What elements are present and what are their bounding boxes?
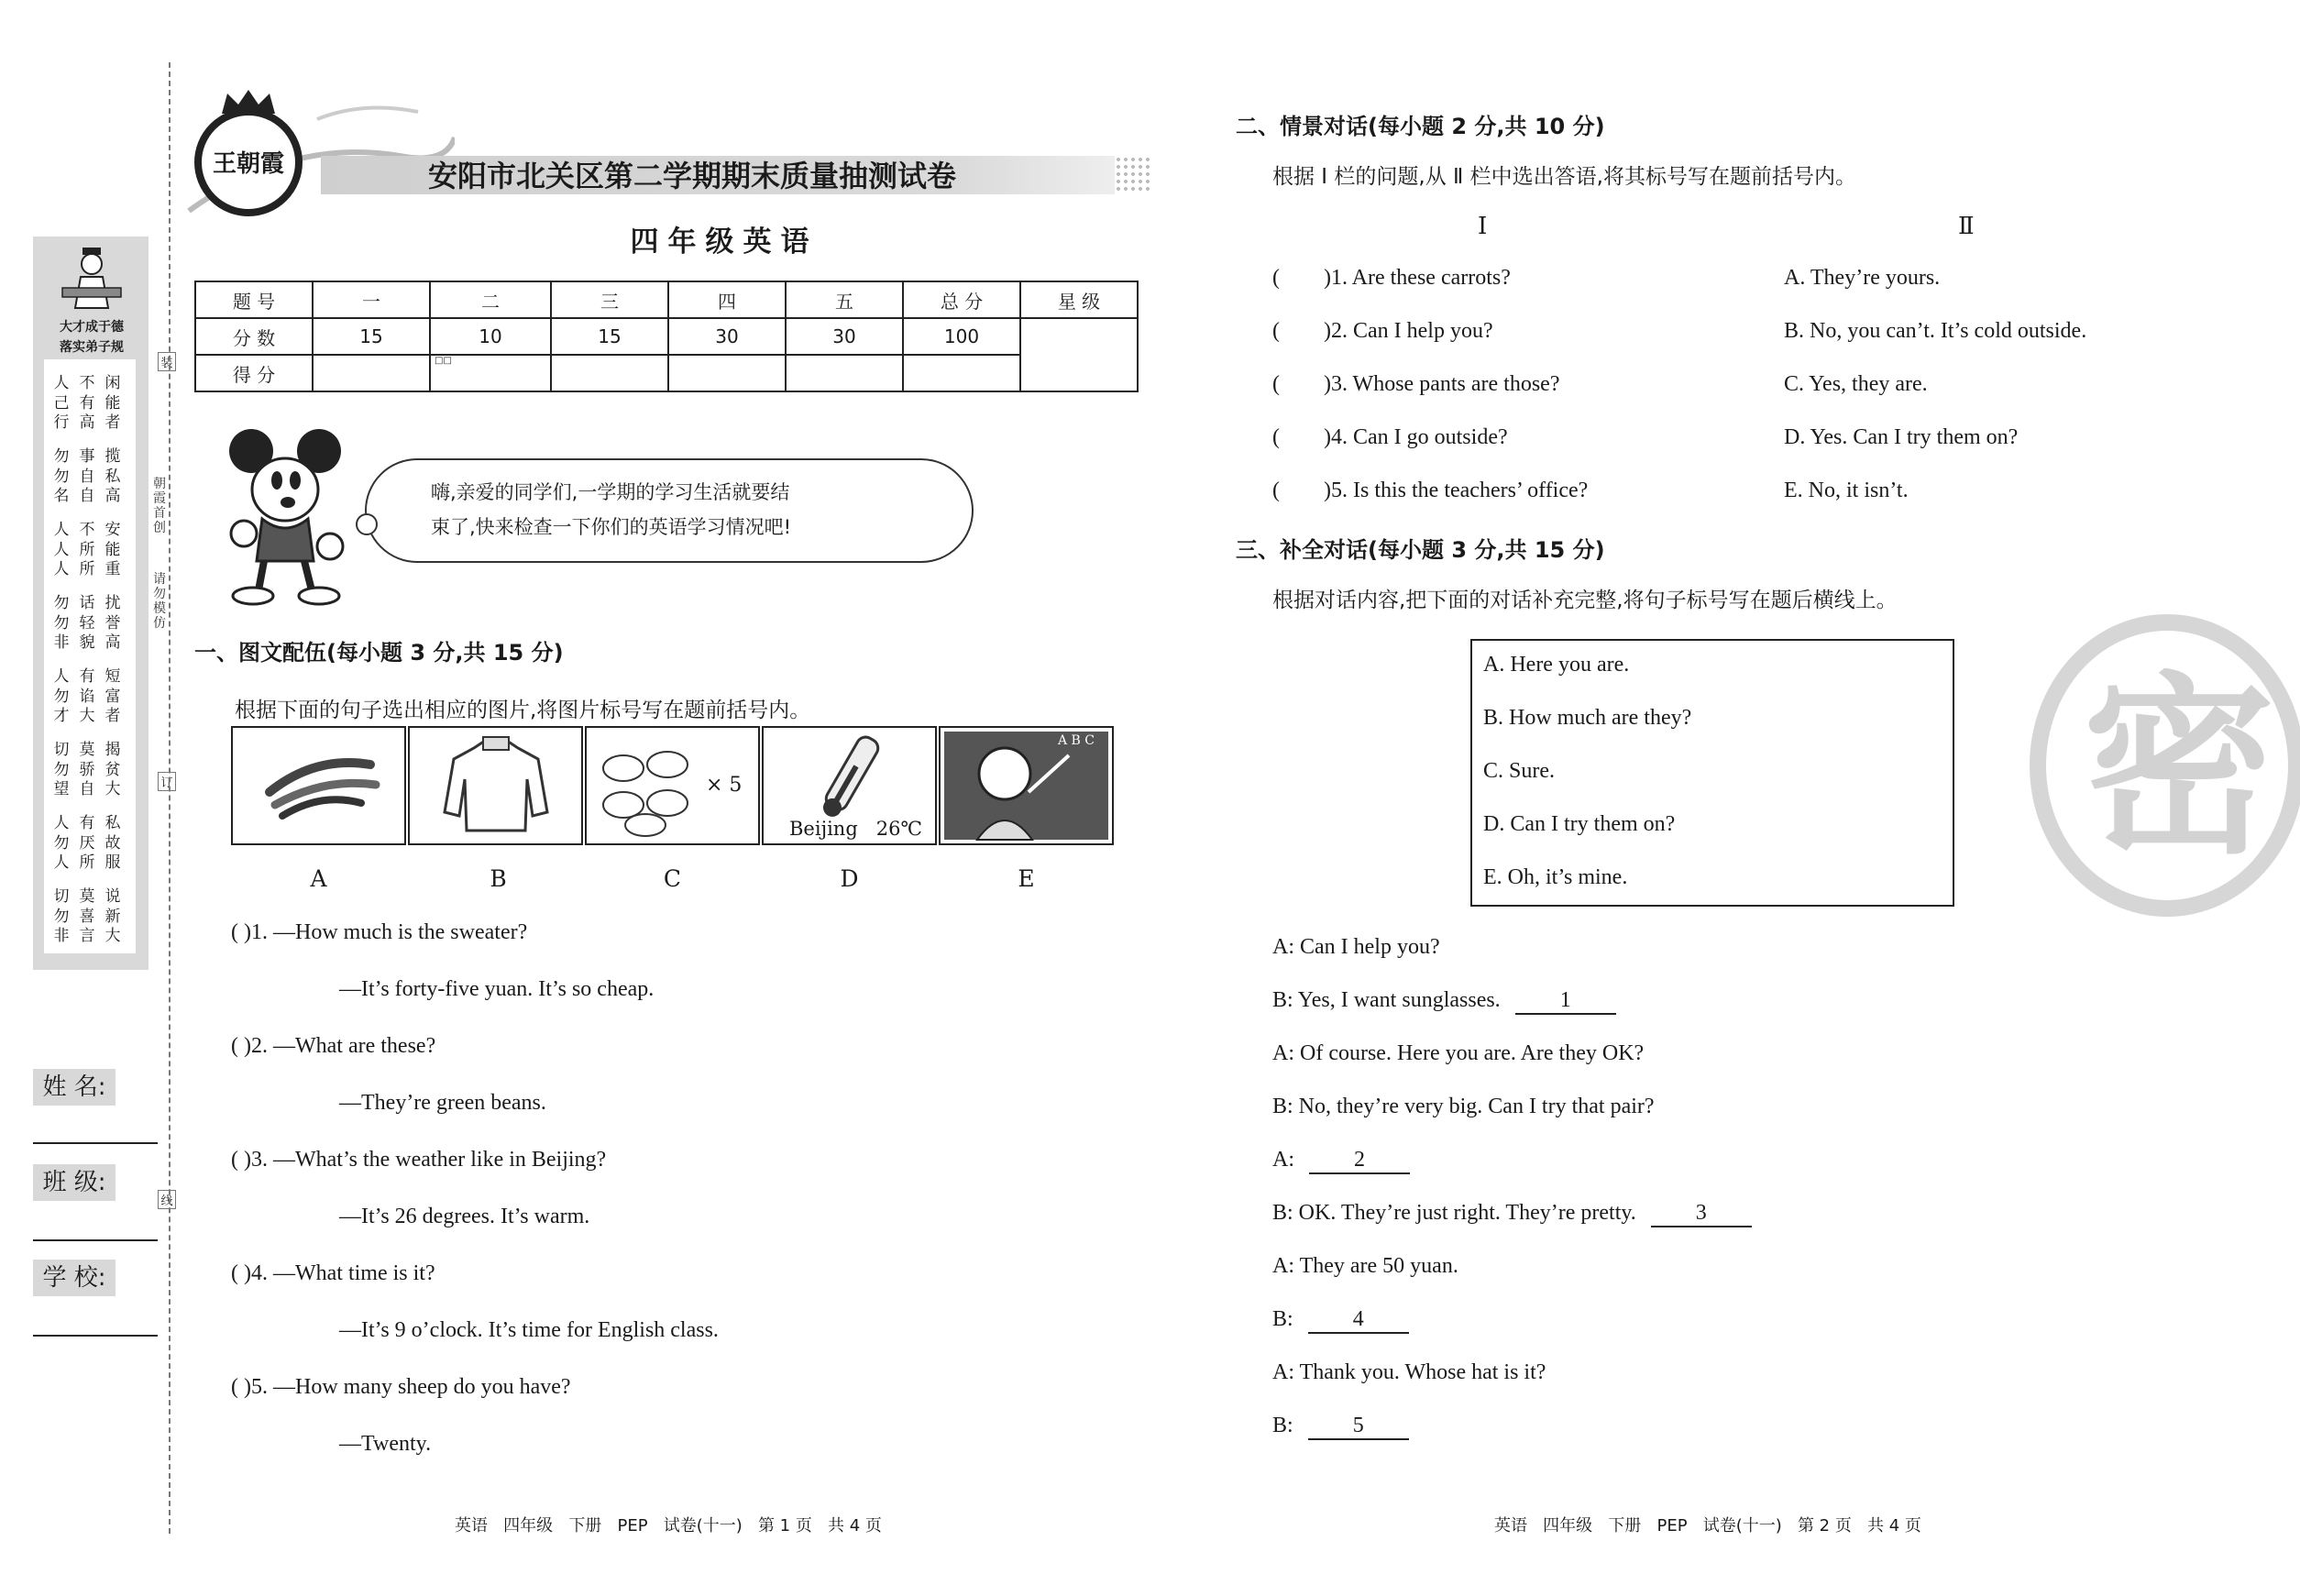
answer-blank[interactable]: 5 (1308, 1414, 1409, 1440)
motto-column: 闲 能 者 (105, 374, 121, 432)
answer-blank[interactable]: 2 (1309, 1148, 1410, 1174)
s1-a2: —They’re green beans. (339, 1091, 546, 1115)
motto-column: 人 勿 才 (53, 667, 70, 725)
name-label: 姓 名: (33, 1069, 116, 1106)
score-input-cell[interactable] (551, 355, 668, 391)
s1-a5: —Twenty. (339, 1432, 432, 1456)
column-header-2: Ⅱ (1958, 213, 1975, 239)
score-input-cell[interactable] (313, 355, 430, 391)
dialogue-text: B: (1272, 1307, 1293, 1331)
binding-mark-xian: 线 (158, 1190, 176, 1209)
score-input-cell[interactable] (903, 355, 1020, 391)
weather-caption: Beijing 26℃ (789, 818, 923, 840)
dialogue-line (1272, 1148, 1410, 1174)
picture-a-green-beans (231, 726, 406, 845)
dialogue-line (1272, 935, 1440, 960)
dialogue-line (1272, 988, 1616, 1015)
score-input-cell[interactable] (786, 355, 903, 391)
score-cell: 15 (551, 318, 668, 355)
motto-column: 事 自 自 (79, 447, 95, 505)
option-e: E. Oh, it’s mine. (1483, 865, 1628, 889)
footer-left: 英语 四年级 下册 PEP 试卷(十一) 第 1 页 共 4 页 (455, 1516, 882, 1535)
section3-instruction: 根据对话内容,把下面的对话补充完整,将句子标号写在题后横线上。 (1272, 589, 1898, 612)
motto-column: 切 勿 非 (53, 887, 70, 945)
title-dots (1115, 156, 1153, 194)
picture-e-teacher (939, 726, 1114, 845)
bubble-tail (356, 513, 378, 535)
s2-answer-d: D. Yes. Can I try them on? (1784, 425, 2019, 449)
binding-dashed-line (169, 62, 171, 1534)
dialogue-line (1272, 1254, 1458, 1279)
picture-label-b: B (490, 865, 507, 892)
motto-column: 人 勿 人 (53, 814, 70, 872)
motto-column: 人 己 行 (53, 374, 70, 432)
option-c: C. Sure. (1483, 759, 1555, 783)
s1-a4: —It’s 9 o’clock. It’s time for English class. (339, 1318, 719, 1342)
vertical-note-1: 朝霞首创 (153, 477, 166, 535)
motto-column: 安 能 重 (105, 521, 121, 578)
motto-column: 勿 勿 非 (53, 594, 70, 652)
school-field[interactable] (33, 1335, 158, 1337)
dialogue-text: A: (1272, 1148, 1294, 1172)
motto-column: 有 厌 所 (79, 814, 95, 872)
motto-column: 不 所 所 (79, 521, 95, 578)
score-row-points (195, 318, 1138, 355)
score-cell: 题 号 (195, 281, 313, 318)
dialogue-line (1272, 1095, 1655, 1119)
s2-q2[interactable]: ( )2. Can I help you? (1272, 319, 1493, 343)
s1-q5[interactable]: ( )5. —How many sheep do you have? (231, 1375, 571, 1399)
s1-q2[interactable]: ( )2. —What are these? (231, 1034, 436, 1058)
confidential-watermark: 密 (2030, 614, 2300, 917)
class-field[interactable] (33, 1239, 158, 1241)
s2-answer-a: A. They’re yours. (1784, 266, 1941, 290)
motto-column: 莫 骄 自 (79, 741, 95, 798)
score-cell: 15 (313, 318, 430, 355)
section1-heading: 一、图文配伍(每小题 3 分,共 15 分) (194, 640, 564, 666)
dialogue-text: A: Thank you. Whose hat is it? (1272, 1360, 1546, 1384)
s1-a3: —It’s 26 degrees. It’s warm. (339, 1205, 590, 1228)
star-rating-cell[interactable] (1020, 318, 1138, 391)
s1-q3[interactable]: ( )3. —What’s the weather like in Beijing? (231, 1148, 607, 1172)
motto-column: 莫 喜 言 (79, 887, 95, 945)
binding-mark-zhuang: 装 (158, 352, 176, 371)
exam-title: 安阳市北关区第二学期期末质量抽测试卷 (427, 159, 956, 193)
section3-heading: 三、补全对话(每小题 3 分,共 15 分) (1236, 537, 1605, 563)
exam-subtitle: 四年级英语 (630, 226, 819, 259)
logo-text: 王朝霞 (212, 150, 284, 178)
picture-b-sweater (408, 726, 583, 845)
picture-label-c: C (663, 865, 682, 892)
motto-column: 有 谄 大 (79, 667, 95, 725)
answer-blank[interactable]: 3 (1651, 1201, 1752, 1227)
score-cell: 五 (786, 281, 903, 318)
blackboard-letters: A B C (1058, 733, 1095, 748)
picture-label-e: E (1018, 865, 1035, 892)
s2-q5[interactable]: ( )5. Is this the teachers’ office? (1272, 479, 1589, 502)
dialogue-text: A: They are 50 yuan. (1272, 1254, 1458, 1278)
dialogue-line (1272, 1414, 1409, 1440)
option-d: D. Can I try them on? (1483, 812, 1676, 836)
dialogue-text: A: Of course. Here you are. Are they OK? (1272, 1041, 1645, 1065)
sheep-count-caption: × 5 (706, 774, 743, 797)
score-cell: 三 (551, 281, 668, 318)
score-row-earned (195, 355, 1138, 391)
score-input-cell[interactable] (668, 355, 786, 391)
score-cell: 30 (668, 318, 786, 355)
motto-column: 扰 誉 高 (105, 594, 121, 652)
motto-top: 大才成于德 落实弟子规 (60, 320, 124, 355)
score-cell: 得 分 (195, 355, 313, 391)
score-cell: 10 (430, 318, 551, 355)
class-label: 班 级: (33, 1164, 116, 1201)
motto-column: 说 新 大 (105, 887, 121, 945)
section1-instruction: 根据下面的句子选出相应的图片,将图片标号写在题前括号内。 (235, 699, 811, 722)
option-a: A. Here you are. (1483, 653, 1630, 677)
answer-blank[interactable]: 1 (1515, 988, 1616, 1015)
footer-right: 英语 四年级 下册 PEP 试卷(十一) 第 2 页 共 4 页 (1494, 1516, 1921, 1535)
column-header-1: Ⅰ (1478, 213, 1488, 239)
s2-answer-c: C. Yes, they are. (1784, 372, 1928, 396)
dialogue-text: B: No, they’re very big. Can I try that pair? (1272, 1095, 1655, 1118)
picture-label-a: A (310, 865, 327, 892)
dialogue-text: B: Yes, I want sunglasses. (1272, 988, 1501, 1012)
score-cell: 分 数 (195, 318, 313, 355)
vertical-note-2: 请勿模仿 (153, 572, 166, 631)
dialogue-text: B: OK. They’re just right. They’re pretty. (1272, 1201, 1636, 1225)
s1-q1[interactable]: ( )1. —How much is the sweater? (231, 920, 528, 944)
score-input-cell[interactable]: □□ (430, 355, 551, 391)
s1-a1: —It’s forty-five yuan. It’s so cheap. (339, 977, 655, 1001)
score-cell: 二 (430, 281, 551, 318)
picture-d-thermometer (762, 726, 937, 845)
motto-column: 人 人 人 (53, 521, 70, 578)
score-cell: 星 级 (1020, 281, 1138, 318)
motto-column: 勿 勿 名 (53, 447, 70, 505)
motto-column: 私 故 服 (105, 814, 121, 872)
section2-heading: 二、情景对话(每小题 2 分,共 10 分) (1236, 114, 1605, 139)
s2-q4[interactable]: ( )4. Can I go outside? (1272, 425, 1508, 449)
motto-column: 揭 贫 大 (105, 741, 121, 798)
crown-icon (218, 88, 279, 116)
motto-column: 切 勿 望 (53, 741, 70, 798)
dialogue-line (1272, 1201, 1752, 1227)
name-field[interactable] (33, 1142, 158, 1144)
section2-instruction: 根据 Ⅰ 栏的问题,从 Ⅱ 栏中选出答语,将其标号写在题前括号内。 (1272, 165, 1856, 189)
s2-answer-e: E. No, it isn’t. (1784, 479, 1909, 502)
dialogue-line (1272, 1041, 1644, 1066)
motto-column: 揽 私 高 (105, 447, 121, 505)
dialogue-text: B: (1272, 1414, 1293, 1437)
picture-label-d: D (840, 865, 859, 892)
motto-column: 话 轻 貌 (79, 594, 95, 652)
s2-q1[interactable]: ( )1. Are these carrots? (1272, 266, 1511, 290)
dialogue-line (1272, 1307, 1409, 1334)
score-cell: 四 (668, 281, 786, 318)
score-cell: 一 (313, 281, 430, 318)
binding-mark-ding: 订 (158, 772, 176, 791)
bubble-text: 嗨,亲爱的同学们,一学期的学习生活就要结 束了,快来检查一下你们的英语学习情况吧! (431, 481, 792, 538)
option-b: B. How much are they? (1483, 706, 1692, 730)
score-cell: 总 分 (903, 281, 1020, 318)
scholar-illustration (55, 244, 128, 314)
score-cell: 30 (786, 318, 903, 355)
motto-column: 不 有 高 (79, 374, 95, 432)
mouse-mascot-illustration (216, 424, 354, 607)
school-label: 学 校: (33, 1260, 116, 1296)
picture-c-sheep (585, 726, 760, 845)
score-row-header (195, 281, 1138, 318)
dialogue-text: A: Can I help you? (1272, 935, 1440, 959)
s2-q3[interactable]: ( )3. Whose pants are those? (1272, 372, 1560, 396)
score-cell: 100 (903, 318, 1020, 355)
s2-answer-b: B. No, you can’t. It’s cold outside. (1784, 319, 2087, 343)
motto-column: 短 富 者 (105, 667, 121, 725)
answer-blank[interactable]: 4 (1308, 1307, 1409, 1334)
score-table (194, 281, 1139, 392)
dialogue-line (1272, 1360, 1546, 1385)
s1-q4[interactable]: ( )4. —What time is it? (231, 1261, 435, 1285)
